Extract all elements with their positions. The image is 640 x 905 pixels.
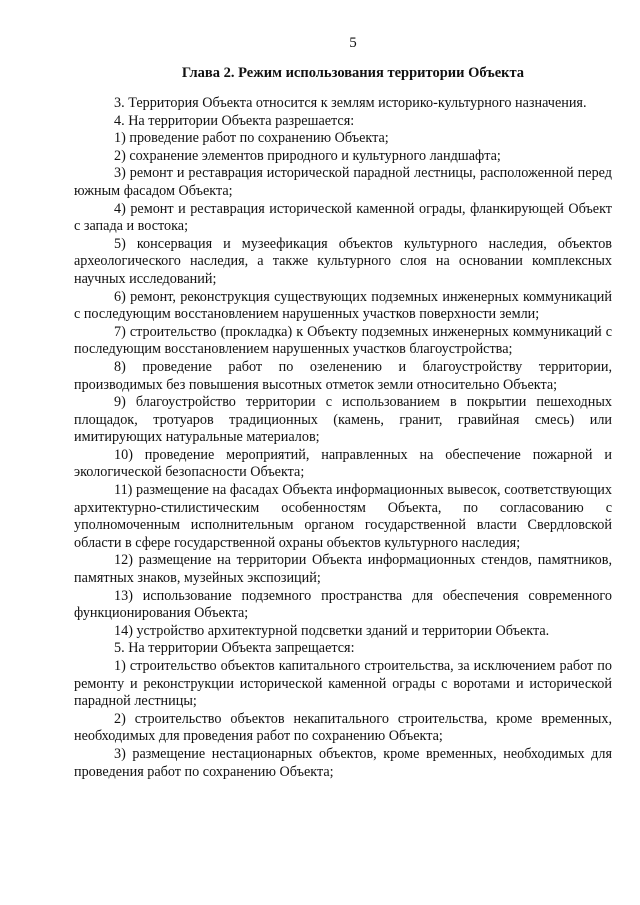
body-text <box>74 95 612 781</box>
paragraph: 4) ремонт и реставрация исторической каменной ограды, фланкирующей Объект с запада и востока; <box>74 200 612 235</box>
paragraph: 11) размещение на фасадах Объекта информационных вывесок, соответствующих архитектурно-стилистическим особенностям Объекта, по согласованию с уполномоченным исполнительным органом государственной власти Свердловской области в сфере государственной охраны объектов культурного наследия; <box>74 482 612 551</box>
paragraph: 2) сохранение элементов природного и культурного ландшафта; <box>114 147 501 164</box>
paragraph: 9) благоустройство территории с использованием в покрытии пешеходных площадок, тротуаров традиционных (камень, гранит, гравийная смесь) или имитирующих натуральные материалов; <box>74 394 612 446</box>
paragraph: 3) размещение нестационарных объектов, кроме временных, необходимых для проведения работ по сохранению Объекта; <box>74 745 612 780</box>
paragraph: 12) размещение на территории Объекта информационных стендов, памятников, памятных знаков, музейных экспозиций; <box>74 552 612 587</box>
page-number: 5 <box>349 35 357 51</box>
chapter-title: Глава 2. Режим использования территории Объекта <box>181 65 525 81</box>
paragraph: 4. На территории Объекта разрешается: <box>114 112 355 129</box>
paragraph: 3) ремонт и реставрация исторической парадной лестницы, расположенной перед южным фасадом Объекта; <box>74 165 612 199</box>
paragraph: 1) строительство объектов капитального строительства, за исключением работ по ремонту и реконструкции исторической каменной ограды с воротами и исторической парадной лестницы; <box>74 658 612 710</box>
paragraph: 13) использование подземного пространства для обеспечения современного функционирования Объекта; <box>74 587 612 622</box>
paragraph: 2) строительство объектов некапитального строительства, кроме временных, необходимых для проведения работ по сохранению Объекта; <box>74 710 612 745</box>
paragraph: 14) устройство архитектурной подсветки зданий и территории Объекта. <box>114 622 550 639</box>
paragraph: 8) проведение работ по озеленению и благоустройству территории, производимых без повышения высотных отметок земли относительно Объекта; <box>74 358 612 393</box>
paragraph: 7) строительство (прокладка) к Объекту подземных инженерных коммуникаций с последующим восстановлением нарушенных участков благоустройства; <box>74 323 612 358</box>
paragraph: 5) консервация и музеефикация объектов культурного наследия, объектов археологического наследия, а также культурного слоя на основании комплексных научных исследований; <box>74 235 612 287</box>
paragraph: 10) проведение мероприятий, направленных на обеспечение пожарной и экологической безопасности Объекта; <box>74 446 612 481</box>
paragraph: 3. Территория Объекта относится к землям историко-культурного назначения. <box>114 95 587 111</box>
paragraph: 6) ремонт, реконструкция существующих подземных инженерных коммуникаций с последующим восстановлением нарушенных участков поверхности земли; <box>74 288 612 323</box>
paragraph: 5. На территории Объекта запрещается: <box>114 640 355 657</box>
paragraph: 1) проведение работ по сохранению Объекта; <box>114 130 389 147</box>
